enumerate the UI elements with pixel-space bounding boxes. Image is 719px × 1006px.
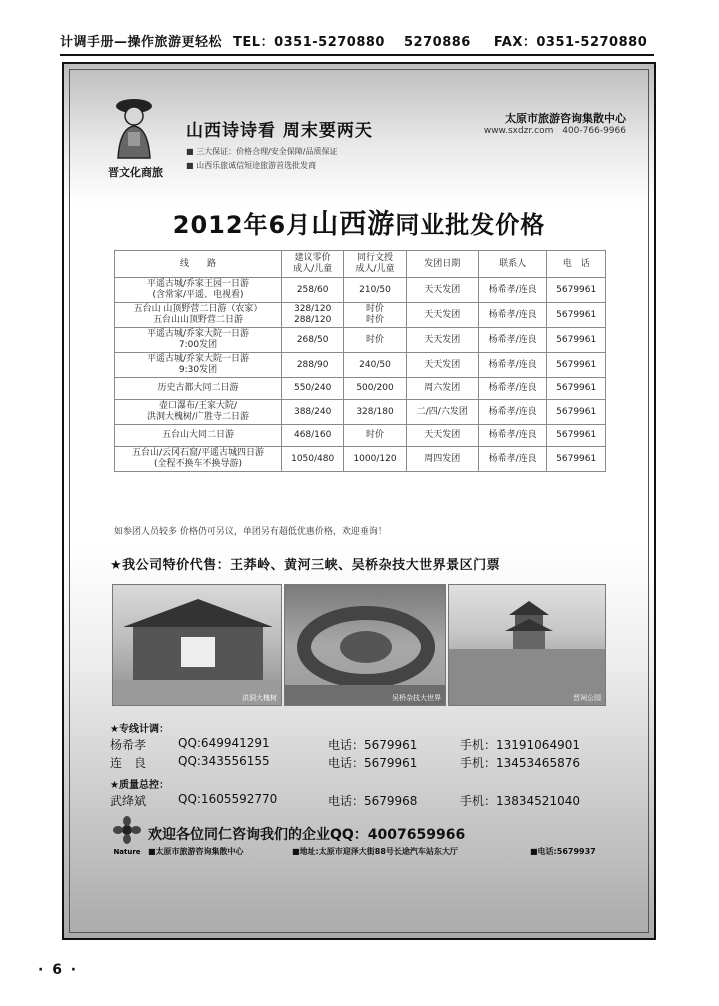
special-offer: ★我公司特价代售：王莽岭、黄河三峡、吴桥杂技大世界景区门票	[110, 558, 501, 573]
contact-cell: 杨希孝/连良	[478, 303, 546, 328]
page-header	[60, 32, 654, 56]
contact-mobile: 手机：13191064901	[460, 738, 580, 752]
retail-price-cell: 1050/480	[282, 447, 344, 472]
trade-price-cell: 240/50	[344, 353, 406, 378]
route-cell: 平遥古城/乔家大院一日游 9:30发团	[115, 353, 282, 378]
table-row	[115, 378, 606, 400]
phone-cell: 5679961	[547, 400, 606, 425]
contact-cell: 杨希孝/连良	[478, 378, 546, 400]
trade-price-cell: 210/50	[344, 278, 406, 303]
col-tel: 电 话	[547, 251, 606, 278]
phone-cell: 5679961	[547, 447, 606, 472]
mascot-logo-icon	[106, 92, 162, 162]
departure-cell: 天天发团	[406, 328, 478, 353]
table-row	[115, 447, 606, 472]
retail-price-cell: 388/240	[282, 400, 344, 425]
route-cell: 五台山大同二日游	[115, 425, 282, 447]
header-slogan: 计调手册—操作旅游更轻松	[60, 35, 223, 50]
photo-pavilion	[448, 584, 606, 706]
contacts-title: ★专线计调：	[110, 724, 169, 735]
photo-caption-3: 晋祠公园	[573, 694, 601, 702]
quality-qq: QQ:1605592770	[178, 792, 278, 806]
quality-phone: 电话：5679968	[328, 794, 418, 808]
contact-cell: 杨希孝/连良	[478, 400, 546, 425]
title-brand: 山西游	[311, 209, 396, 240]
retail-price-cell: 328/120 288/120	[282, 303, 344, 328]
table-row	[115, 400, 606, 425]
brand-bullet-1: ■ 三大保证：价格合理/安全保障/品质保证	[186, 147, 338, 156]
center-website[interactable]: www.sxdzr.com	[483, 126, 554, 136]
ad-frame	[62, 62, 656, 940]
contact-qq: QQ:343556155	[178, 754, 270, 768]
brand-bullet-2: ■ 山西乐旅诚信短途旅游首选批发商	[186, 161, 317, 170]
trade-price-cell: 时价	[344, 425, 406, 447]
pricing-note: 如参团人员较多 价格仍可另议，单团另有超低优惠价格，欢迎垂询！	[114, 527, 387, 537]
contact-qq: QQ:649941291	[178, 736, 270, 750]
gate-icon	[113, 585, 282, 705]
trade-price-cell: 328/180	[344, 400, 406, 425]
footer-phone: ■电话:5679937	[530, 847, 596, 856]
photo-caption-1: 洪洞大槐树	[242, 694, 277, 702]
departure-cell: 天天发团	[406, 303, 478, 328]
route-cell: 五台山/云冈石窟/平遥古城四日游 (全程不换车不换导游)	[115, 447, 282, 472]
trade-price-cell: 1000/120	[344, 447, 406, 472]
col-retail: 建议零价 成人/儿童	[282, 251, 344, 278]
footer-address: ■地址:太原市迎泽大街88号长途汽车站东大厅	[292, 847, 458, 856]
table-row	[115, 353, 606, 378]
departure-cell: 天天发团	[406, 353, 478, 378]
route-cell: 壶口瀑布/王家大院/ 洪洞大槐树/广胜寺二日游	[115, 400, 282, 425]
phone-cell: 5679961	[547, 353, 606, 378]
col-trade: 同行文授 成人/儿童	[344, 251, 406, 278]
trade-price-cell: 时价	[344, 328, 406, 353]
departure-cell: 天天发团	[406, 425, 478, 447]
route-cell: 历史古都大同二日游	[115, 378, 282, 400]
table-row	[115, 278, 606, 303]
contact-cell: 杨希孝/连良	[478, 447, 546, 472]
photo-sculpture	[284, 584, 446, 706]
contact-cell: 杨希孝/连良	[478, 353, 546, 378]
nature-label: Nature	[113, 848, 141, 856]
contact-phone: 电话：5679961	[328, 738, 418, 752]
departure-cell: 周四发团	[406, 447, 478, 472]
contact-name: 连 良	[110, 756, 147, 770]
title-suffix: 同业批发价格	[395, 211, 546, 239]
phone-cell: 5679961	[547, 303, 606, 328]
center-name: 太原市旅游咨询集散中心	[505, 112, 626, 125]
route-cell: 平遥古城/乔家大院一日游 7:00发团	[115, 328, 282, 353]
footer-center: ■太原市旅游咨询集散中心	[148, 847, 244, 856]
center-contact	[484, 126, 626, 136]
contact-phone: 电话：5679961	[328, 756, 418, 770]
contact-cell: 杨希孝/连良	[478, 328, 546, 353]
center-phone: 400-766-9966	[562, 126, 626, 136]
contact-cell: 杨希孝/连良	[478, 425, 546, 447]
page-number: · 6 ·	[38, 962, 79, 978]
sculpture-icon	[285, 585, 446, 705]
table-row	[115, 425, 606, 447]
phone-cell: 5679961	[547, 378, 606, 400]
route-cell: 五台山 山顶野营二日游（农家） 五台山山顶野营二日游	[115, 303, 282, 328]
pavilion-icon	[449, 585, 606, 705]
trade-price-cell: 500/200	[344, 378, 406, 400]
phone-cell: 5679961	[547, 278, 606, 303]
contact-cell: 杨希孝/连良	[478, 278, 546, 303]
retail-price-cell: 468/160	[282, 425, 344, 447]
page-title	[64, 202, 654, 241]
welcome-qq: 欢迎各位同仁咨询我们的企业QQ：4007659966	[148, 827, 466, 843]
nature-flower-icon	[108, 816, 146, 856]
departure-cell: 二/四/六发团	[406, 400, 478, 425]
trade-price-cell: 时价 时价	[344, 303, 406, 328]
quality-name: 武绛斌	[110, 794, 147, 808]
photo-gate	[112, 584, 282, 706]
retail-price-cell: 268/50	[282, 328, 344, 353]
photo-caption-2: 吴桥杂技大世界	[392, 694, 441, 702]
header-tel: TEL：0351-5270880	[233, 35, 385, 50]
title-prefix: 2012年6月	[172, 211, 312, 239]
brand-slogan: 山西诗诗看 周末要两天	[186, 121, 373, 141]
col-route: 线 路	[115, 251, 282, 278]
header-fax: FAX：0351-5270880	[493, 35, 648, 50]
price-table	[114, 250, 606, 472]
col-contact: 联系人	[478, 251, 546, 278]
col-date: 发团日期	[406, 251, 478, 278]
departure-cell: 天天发团	[406, 278, 478, 303]
departure-cell: 周六发团	[406, 378, 478, 400]
table-header-row	[115, 251, 606, 278]
header-tel2: 5270886	[404, 35, 471, 50]
route-cell: 平遥古城/乔家王园一日游 (含常家/平遥、电视看)	[115, 278, 282, 303]
price-table-body	[115, 278, 606, 472]
phone-cell: 5679961	[547, 328, 606, 353]
quality-mobile: 手机：13834521040	[460, 794, 580, 808]
retail-price-cell: 258/60	[282, 278, 344, 303]
brand-logo-text: 晋文化商旅	[108, 166, 163, 179]
contact-name: 杨希孝	[110, 738, 147, 752]
retail-price-cell: 288/90	[282, 353, 344, 378]
retail-price-cell: 550/240	[282, 378, 344, 400]
table-row	[115, 328, 606, 353]
contact-mobile: 手机：13453465876	[460, 756, 580, 770]
table-row	[115, 303, 606, 328]
phone-cell: 5679961	[547, 425, 606, 447]
quality-title: ★质量总控：	[110, 780, 169, 791]
